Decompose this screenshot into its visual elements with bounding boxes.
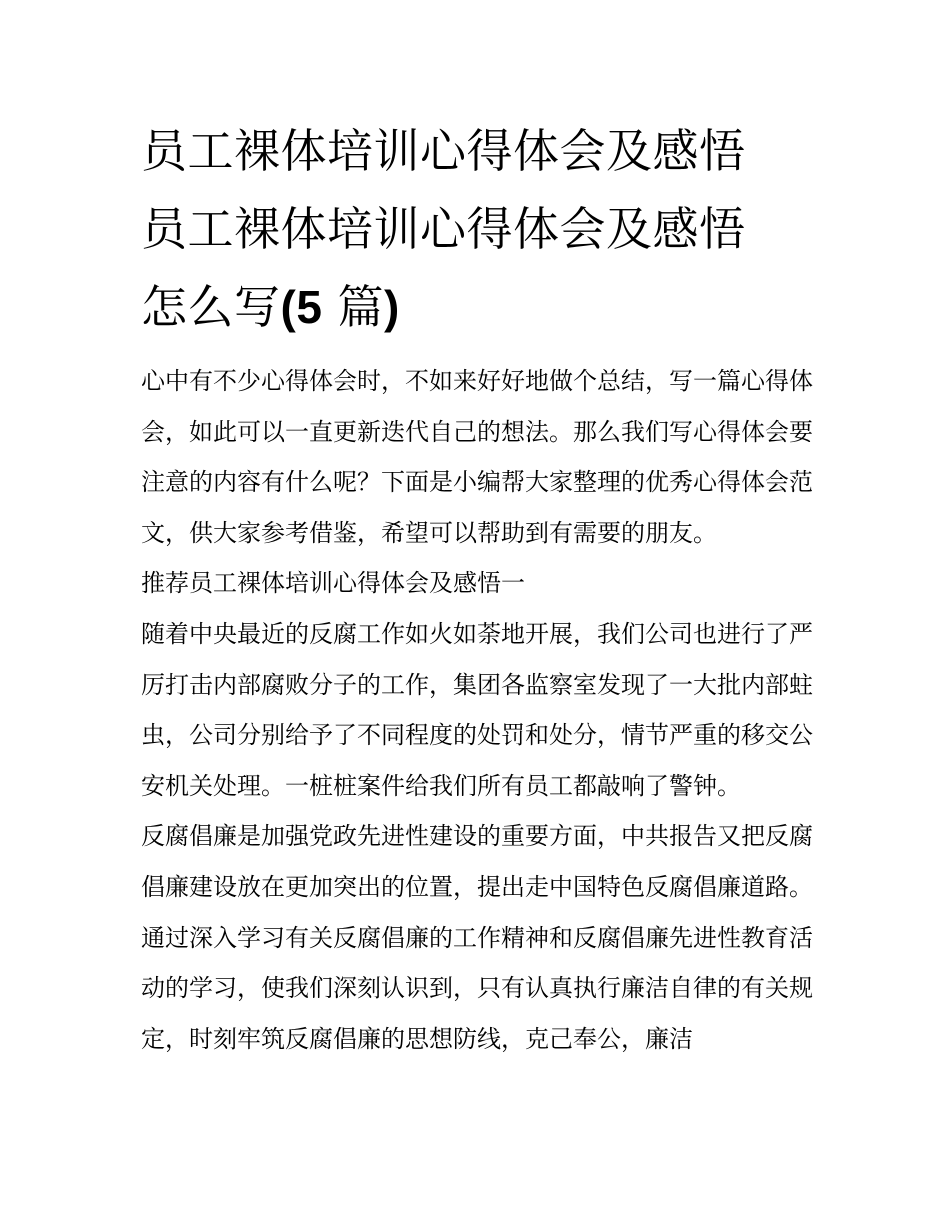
intro-paragraph: 心中有不少心得体会时，不如来好好地做个总结，写一篇心得体会，如此可以一直更新迭代自己的想法。那么我们写心得体会要注意的内容有什么呢？下面是小编帮大家整理的优秀心得体会范文，供大家参考借鉴，希望可以帮助到有需要的朋友。 bbox=[141, 367, 813, 547]
body-paragraph: 随着中央最近的反腐工作如火如荼地开展，我们公司也进行了严厉打击内部腐败分子的工作，集团各监察室发现了一大批内部蛀虫，公司分别给予了不同程度的处罚和处分，情节严重的移交公安机关处理。一桩桩案件给我们所有员工都敲响了警钟。 bbox=[141, 619, 813, 800]
section-heading: 推荐员工裸体培训心得体会及感悟一 bbox=[141, 569, 525, 598]
title-open-paren: ( bbox=[280, 281, 297, 333]
title-count-word: 篇 bbox=[322, 280, 385, 334]
body-paragraph: 反腐倡廉是加强党政先进性建设的重要方面，中共报告又把反腐倡廉建设放在更加突出的位置，提出走中国特色反腐倡廉道路。通过深入学习有关反腐倡廉的工作精神和反腐倡廉先进性教育活动的学习，使我们深刻认识到，只有认真执行廉洁自律的有关规定，时刻牢筑反腐倡廉的思想防线，克己奉公，廉洁 bbox=[141, 822, 813, 1053]
document-title bbox=[141, 112, 813, 346]
title-count: 5 bbox=[296, 281, 323, 333]
title-close-paren: ) bbox=[384, 281, 400, 333]
title-line-3-prefix: 怎么写 bbox=[141, 280, 281, 334]
document-page bbox=[141, 112, 813, 1064]
title-line-1: 员工裸体培训心得体会及感悟 bbox=[141, 124, 746, 178]
title-line-2: 员工裸体培训心得体会及感悟 bbox=[141, 202, 746, 256]
document-body bbox=[141, 356, 813, 1064]
